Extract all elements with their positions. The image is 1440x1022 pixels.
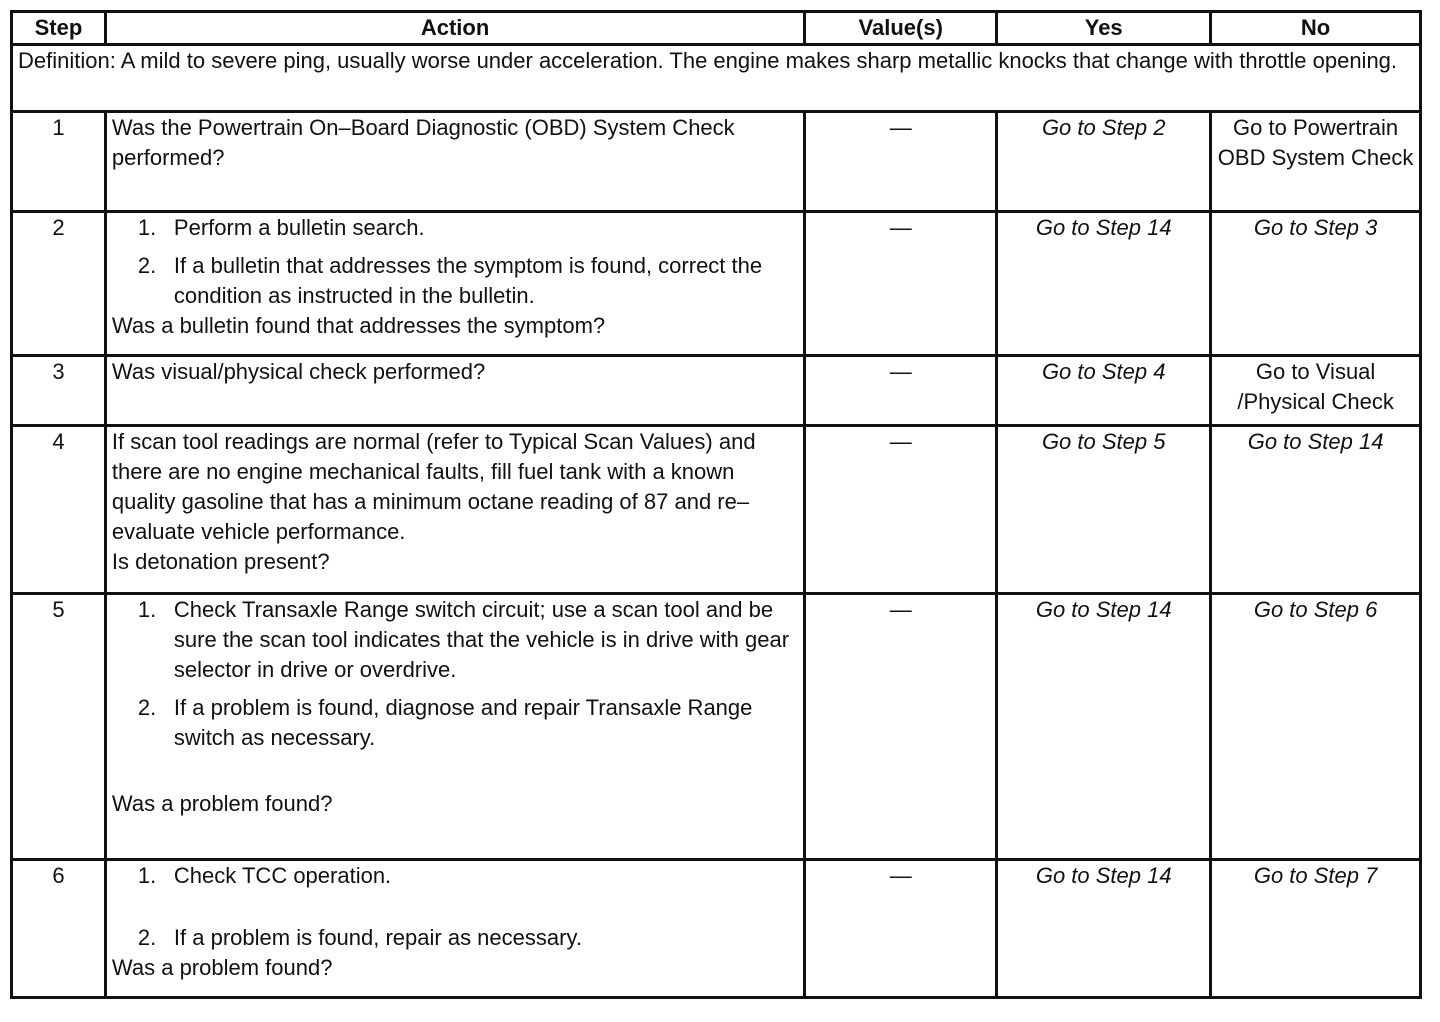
step-number: 5 [12,594,106,860]
no-cell: Go to Visual /Physical Check [1211,356,1421,426]
no-cell: Go to Powertrain OBD System Check [1211,112,1421,212]
action-question: Is detonation present? [111,549,330,574]
action-cell [105,426,804,594]
step-number: 2 [12,212,106,356]
no-cell: Go to Step 7 [1211,860,1421,998]
action-text: Was the Powertrain On–Board Diagnostic (OBD) System Check performed? [105,112,804,212]
value-cell: — [805,212,997,356]
no-cell: Go to Step 14 [1211,426,1421,594]
definition-text: Definition: A mild to severe ping, usually worse under acceleration. The engine makes sharp metallic knocks that change with throttle opening. [12,45,1421,112]
yes-cell: Go to Step 14 [997,860,1211,998]
header-values: Value(s) [805,12,997,45]
header-step: Step [12,12,106,45]
table-row [12,212,1421,356]
list-item [112,251,798,311]
item-number: 2. [137,925,157,950]
no-cell: Go to Step 3 [1211,212,1421,356]
item-text: If a problem is found, diagnose and repair Transaxle Range switch as necessary. [173,695,753,750]
table-row [12,860,1421,998]
yes-cell: Go to Step 14 [997,212,1211,356]
step-number: 3 [12,356,106,426]
action-question: Was a problem found? [111,791,333,816]
table-row [12,112,1421,212]
item-number: 1. [137,597,157,622]
action-text: Was visual/physical check performed? [105,356,804,426]
item-text: If a problem is found, repair as necessary. [173,925,582,950]
item-text: Check Transaxle Range switch circuit; use a scan tool and be sure the scan tool indicates that the vehicle is in drive with gear selector in drive or overdrive. [173,597,790,682]
value-cell: — [805,860,997,998]
item-number: 1. [137,863,157,888]
action-cell [105,860,804,998]
definition-row [12,45,1421,112]
action-cell [105,212,804,356]
table-row [12,594,1421,860]
value-cell: — [805,112,997,212]
item-text: Check TCC operation. [173,863,392,888]
action-text: If scan tool readings are normal (refer to Typical Scan Values) and there are no engine mechanical faults, fill fuel tank with a known quality gasoline that has a minimum octane reading of 87 and re–evaluate vehicle performance. [111,429,756,544]
list-item [112,693,798,753]
item-number: 2. [137,253,157,278]
header-no: No [1211,12,1421,45]
value-cell: — [805,356,997,426]
step-number: 6 [12,860,106,998]
diagnostic-table-sheet [10,10,1422,999]
yes-cell: Go to Step 5 [997,426,1211,594]
yes-cell: Go to Step 2 [997,112,1211,212]
header-row [12,12,1421,45]
action-question: Was a problem found? [111,955,333,980]
item-number: 2. [137,695,157,720]
table-row [12,356,1421,426]
value-cell: — [805,426,997,594]
yes-cell: Go to Step 14 [997,594,1211,860]
yes-cell: Go to Step 4 [997,356,1211,426]
list-item [112,861,798,891]
item-number: 1. [137,215,157,240]
list-item [112,213,798,243]
step-number: 4 [12,426,106,594]
value-cell: — [805,594,997,860]
action-cell [105,594,804,860]
diagnostic-table [10,10,1422,999]
list-item [112,595,798,685]
action-question: Was a bulletin found that addresses the symptom? [111,313,606,338]
item-text: Perform a bulletin search. [173,215,425,240]
header-action: Action [105,12,804,45]
header-yes: Yes [997,12,1211,45]
step-number: 1 [12,112,106,212]
no-cell: Go to Step 6 [1211,594,1421,860]
item-text: If a bulletin that addresses the symptom is found, correct the condition as instructed in the bulletin. [173,253,763,308]
table-row [12,426,1421,594]
list-item [112,923,798,953]
